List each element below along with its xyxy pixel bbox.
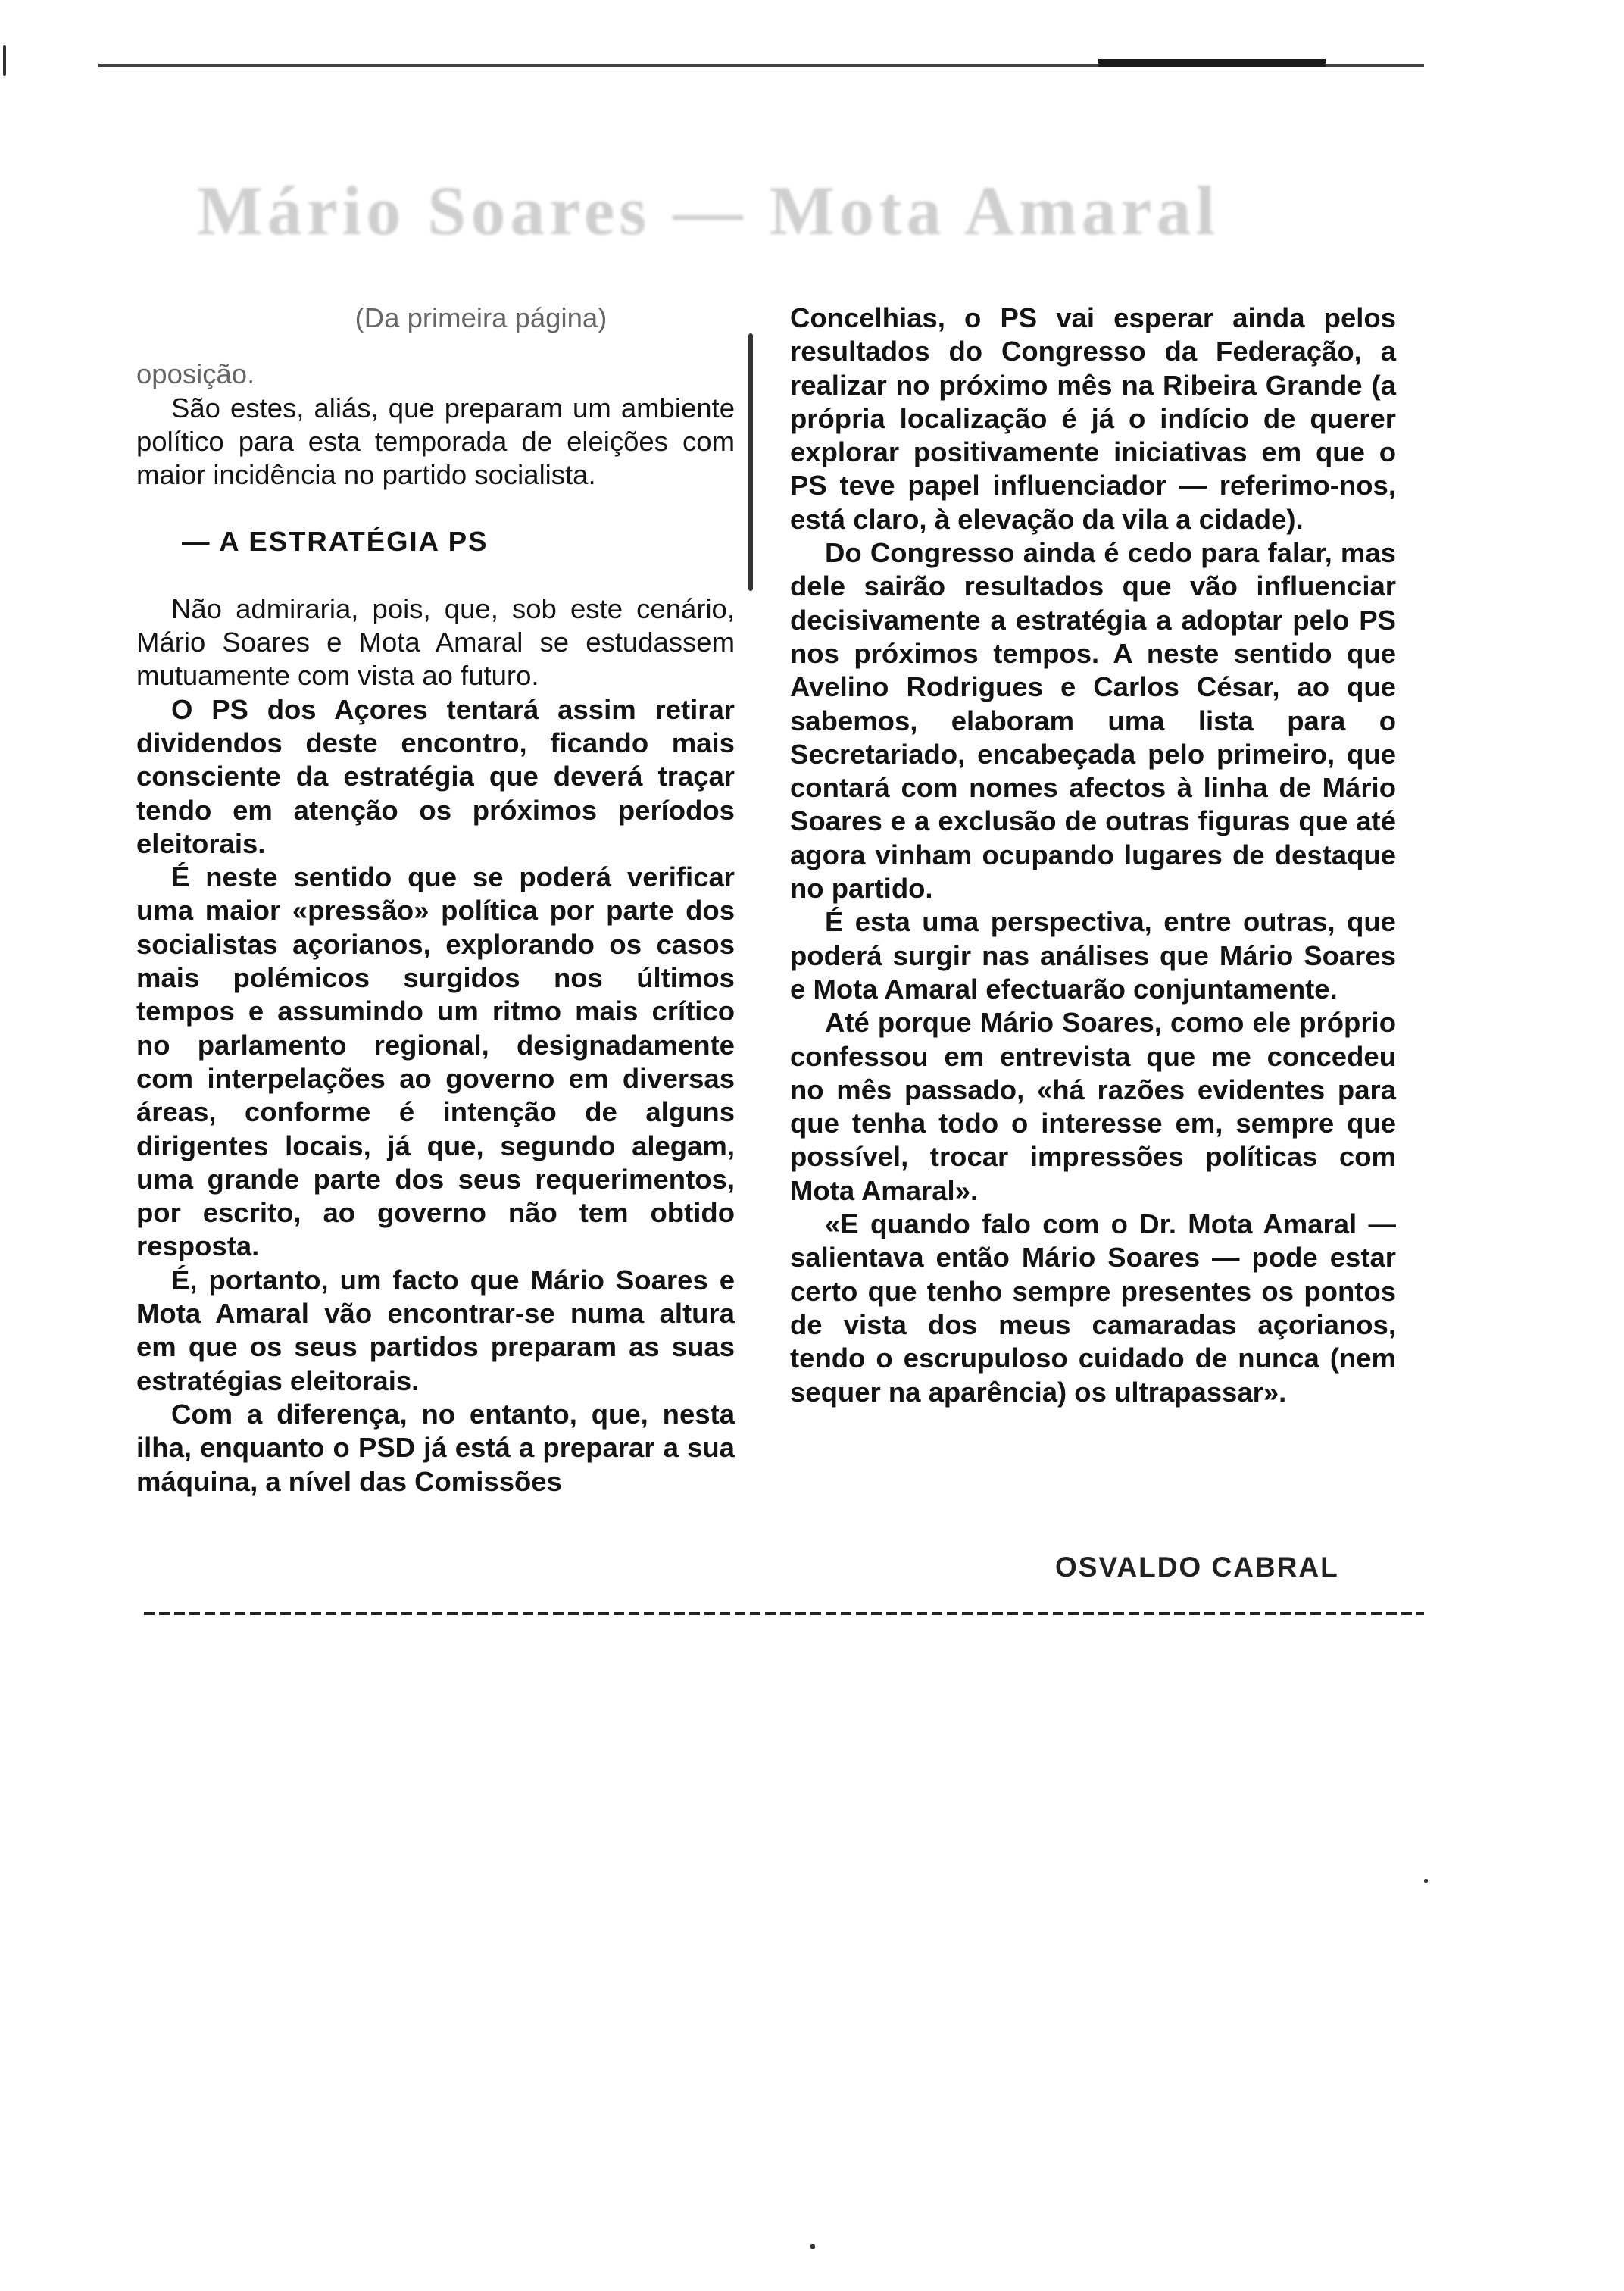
left-paragraph: É neste sentido que se poderá verificar uma maior «pressão» política por parte dos socialistas açorianos, explorando os casos mais polémicos surgidos nos últimos tempos e assumindo um ritmo mais crítico no parlamento regional, designadamente com interpelações ao governo em diversas áreas, conforme é intenção de alguns dirigentes locais, já que, segundo alegam, uma grande parte dos seus requerimentos, por escrito, ao governo não tem obtido resposta. [136, 861, 735, 1262]
scan-crease-mark [748, 333, 753, 591]
right-paragraph: É esta uma perspectiva, entre outras, que poderá surgir nas análises que Mário Soares e Mota Amaral efectuarão conjuntamente. [790, 906, 1396, 1005]
right-paragraph: Até porque Mário Soares, como ele próprio confessou em entrevista que me concedeu no mês passado, «há razões evidentes para que tenha todo o interesse em, sempre que possível, trocar impressões políticas com Mota Amaral». [790, 1007, 1396, 1206]
left-column [136, 302, 735, 1499]
scan-speck [3, 45, 6, 76]
left-paragraph: O PS dos Açores tentará assim retirar dividendos deste encontro, ficando mais consciente da estratégia que deverá traçar tendo em atenção os próximos períodos eleitorais. [136, 693, 735, 859]
left-paragraph: É, portanto, um facto que Mário Soares e Mota Amaral vão encontrar-se numa altura em que os seus partidos preparam as suas estratégias eleitorais. [136, 1264, 735, 1396]
right-paragraph: «E quando falo com o Dr. Mota Amaral — salientava então Mário Soares — pode estar certo que tenho sempre presentes os pontos de vista dos meus camaradas açorianos, tendo o escrupuloso cuidado de nunca (nem sequer na aparência) os ultrapassar». [790, 1208, 1396, 1408]
right-paragraph: Concelhias, o PS vai esperar ainda pelos resultados do Congresso da Federação, a realizar no próximo mês na Ribeira Grande (a própria localização é já o indício de querer explorar positivamente iniciativas em que o PS teve papel influenciador — referimo-nos, está claro, à elevação da vila a cidade). [790, 302, 1396, 535]
top-rule-accent [1098, 59, 1326, 67]
left-paragraph: Com a diferença, no entanto, que, nesta ilha, enquanto o PSD já está a preparar a sua máquina, a nível das Comissões [136, 1398, 735, 1497]
section-subhead: — A ESTRATÉGIA PS [182, 526, 489, 558]
continued-label: (Da primeira página) [354, 302, 607, 333]
author-signature: OSVALDO CABRAL [1055, 1552, 1339, 1583]
left-paragraph: Não admiraria, pois, que, sob este cenário, Mário Soares e Mota Amaral se estudassem mutuamente com vista ao futuro. [136, 592, 735, 692]
bottom-rule [144, 1612, 1424, 1615]
right-paragraph: Do Congresso ainda é cedo para falar, mas dele sairão resultados que vão influenciar decisivamente a estratégia a adoptar pelo PS nos próximos tempos. A neste sentido que Avelino Rodrigues e Carlos César, ao que sabemos, elaboram uma lista para o Secretariado, encabeçada pelo primeiro, que contará com nomes afectos à linha de Mário Soares e a exclusão de outras figuras que até agora vinham ocupando lugares de destaque no partido. [790, 537, 1396, 905]
right-column [790, 302, 1396, 1409]
scan-speck [1424, 1879, 1428, 1883]
intro-line: oposição. [136, 358, 255, 390]
scan-speck [810, 2244, 815, 2249]
intro-paragraph: São estes, aliás, que preparam um ambiente político para esta temporada de eleições com maior incidência no partido socialista. [136, 392, 735, 491]
faded-headline: Mário Soares — Mota Amaral [197, 172, 1220, 249]
